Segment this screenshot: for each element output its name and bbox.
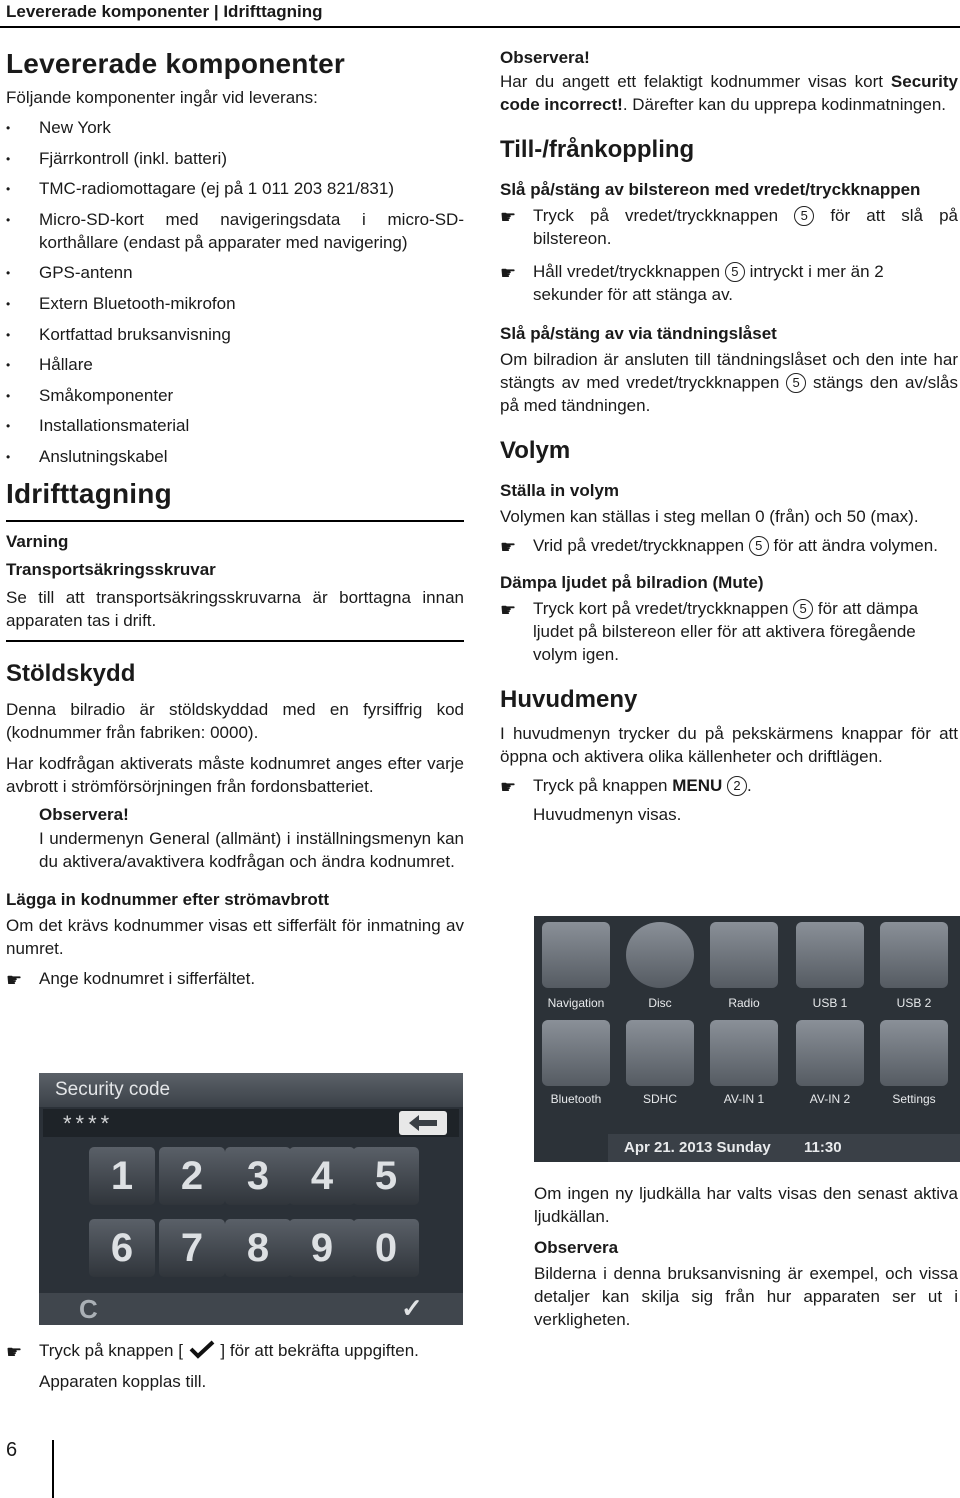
list-item: • GPS-antenn	[6, 261, 464, 284]
list-item: • Kortfattad bruksanvisning	[6, 323, 464, 346]
list-item: • Hållare	[6, 353, 464, 376]
date-text: Apr 21. 2013 Sunday	[624, 1139, 771, 1156]
code-step	[6, 967, 464, 990]
menu-label: Settings	[892, 1092, 936, 1106]
menu-step: ☛ Tryck på knappen MENU 2 .	[500, 776, 752, 797]
key-2[interactable]: 2	[159, 1147, 225, 1205]
menu-label: Disc	[648, 996, 672, 1010]
backspace-button[interactable]	[399, 1111, 447, 1135]
theft-heading: Stöldskydd	[6, 659, 136, 687]
right-note-title: Observera!	[500, 48, 590, 67]
checkmark-icon	[188, 1339, 216, 1359]
av-in-2-tile-icon[interactable]	[796, 1020, 864, 1086]
usb-2-tile-icon[interactable]	[880, 922, 948, 988]
pointing-hand-icon: ☛	[500, 600, 517, 620]
button-number-badge: 5	[786, 373, 806, 393]
confirm-result: Apparaten kopplas till.	[39, 1372, 207, 1391]
right-note-text: Har du angett ett felaktigt kodnummer visas kort Security code incorrect!. Därefter kan du upprepa kodinmatningen.	[500, 72, 958, 114]
main-menu-heading: Huvudmeny	[500, 686, 638, 713]
button-number-badge: 5	[794, 206, 814, 226]
list-item: • TMC-radiomottagare (ej på 1 011 203 821/831)	[6, 177, 464, 200]
pointing-hand-icon: ☛	[500, 777, 517, 797]
footer-divider	[52, 1440, 54, 1498]
page-number: 6	[6, 1439, 18, 1461]
menu-label: USB 2	[896, 996, 932, 1010]
menu-label: AV-IN 1	[723, 1092, 765, 1106]
page-header	[0, 0, 960, 28]
components-intro: Följande komponenter ingår vid leverans:	[6, 88, 318, 107]
list-item: • Extern Bluetooth-mikrofon	[6, 292, 464, 315]
key-1[interactable]: 1	[89, 1147, 155, 1205]
warning-subtitle: Transportsäkringsskruvar	[6, 559, 216, 579]
pointing-hand-icon: ☛	[500, 537, 517, 557]
list-item: • New York	[6, 116, 464, 139]
confirm-post: ] för att bekräfta uppgiften.	[220, 1341, 419, 1360]
menu-result: Huvudmenyn visas.	[533, 805, 682, 824]
time-text: 11:30	[804, 1139, 842, 1156]
right-column	[500, 48, 958, 826]
key-5[interactable]: 5	[353, 1147, 419, 1205]
pointing-hand-icon: ☛	[500, 263, 517, 283]
volume-paragraph: Volymen kan ställas i steg mellan 0 (från) och 50 (max).	[500, 507, 919, 526]
header-title: Levererade komponenter | Idrifttagning	[6, 2, 323, 21]
code-field[interactable]	[43, 1109, 459, 1137]
key-4[interactable]: 4	[289, 1147, 355, 1205]
obs-title: Observera	[534, 1238, 619, 1257]
screen-bottom-bar	[39, 1293, 463, 1325]
error-message: Security code incorrect!	[500, 72, 958, 114]
note-text: I undermenyn General (allmänt) i inställningsmenyn kan du aktivera/avaktivera kodfrågan och ändra kodnumret.	[39, 828, 464, 871]
left-column	[6, 48, 464, 990]
back-arrow-icon	[399, 1111, 447, 1135]
menu-paragraph: I huvudmenyn trycker du på pekskärmens knappar för att öppna och aktivera olika källenheter och driftlägen.	[500, 724, 958, 766]
pointing-hand-icon: ☛	[6, 969, 23, 990]
button-number-badge: 5	[749, 536, 769, 556]
theft-paragraph-1: Denna bilradio är stöldskyddad med en fyrsiffrig kod (kodnummer från fabriken: 0000).	[6, 699, 464, 742]
theft-paragraph-2: Har kodfrågan aktiverats måste kodnumret anges efter varje avbrott i strömförsörjningen från fordonsbatteriet.	[6, 753, 464, 796]
list-item: • Installationsmaterial	[6, 414, 464, 437]
menu-label: Navigation	[547, 996, 605, 1010]
obs-text: Bilderna i denna bruksanvisning är exempel, och vissa detaljer kan skilja sig från hur apparaten ser ut i verkligheten.	[534, 1264, 958, 1329]
key-7[interactable]: 7	[159, 1219, 225, 1277]
code-value: ****	[63, 1111, 114, 1136]
list-item: • Anslutningskabel	[6, 445, 464, 468]
key-0[interactable]: 0	[353, 1219, 419, 1277]
settings-tile-icon[interactable]	[880, 1020, 948, 1086]
volume-heading: Volym	[500, 437, 571, 464]
menu-label: SDHC	[642, 1092, 677, 1106]
onoff-sub1: Slå på/stäng av bilstereon med vredet/tryckknappen	[500, 180, 921, 199]
radio-tile-icon[interactable]	[710, 922, 778, 988]
after-menu-block	[534, 1182, 958, 1331]
components-heading: Levererade komponenter	[6, 48, 345, 79]
volume-sub2: Dämpa ljudet på bilradion (Mute)	[500, 573, 764, 592]
divider	[6, 520, 464, 522]
av-in-1-tile-icon[interactable]	[710, 1020, 778, 1086]
key-9[interactable]: 9	[289, 1219, 355, 1277]
warning-title: Varning	[6, 531, 69, 551]
screen-title: Security code	[55, 1079, 171, 1100]
security-code-screenshot	[39, 1073, 463, 1325]
usb-1-tile-icon[interactable]	[796, 922, 864, 988]
onoff-step-1: ☛ Tryck på vredet/tryckknappen 5 för att slå på bilstereon.	[500, 206, 958, 248]
main-menu-screenshot	[534, 916, 960, 1162]
menu-key: MENU	[672, 776, 723, 795]
warning-text: Se till att transportsäkringsskruvarna är borttagna innan apparaten tas i drift.	[6, 587, 464, 630]
divider	[6, 640, 464, 642]
confirm-pre: Tryck på knappen [	[39, 1341, 183, 1360]
bluetooth-tile-icon[interactable]	[542, 1020, 610, 1086]
note-title: Observera!	[39, 804, 129, 824]
components-list	[6, 116, 464, 468]
after-paragraph: Om ingen ny ljudkälla har valts visas den senast aktiva ljudkällan.	[534, 1184, 958, 1226]
start-heading: Idrifttagning	[6, 477, 172, 509]
volume-step-1: ☛ Vrid på vredet/tryckknappen 5 för att ändra volymen.	[500, 536, 938, 557]
note-box	[6, 805, 464, 873]
onoff-sub2: Slå på/stäng av via tändningslåset	[500, 324, 777, 343]
key-3[interactable]: 3	[225, 1147, 291, 1205]
button-number-badge: 5	[725, 262, 745, 282]
key-8[interactable]: 8	[225, 1219, 291, 1277]
key-6[interactable]: 6	[89, 1219, 155, 1277]
ok-button[interactable]: ✓	[401, 1293, 423, 1323]
menu-label: USB 1	[812, 996, 848, 1010]
menu-label: Radio	[728, 996, 760, 1010]
pointing-hand-icon: ☛	[6, 1342, 23, 1362]
onoff-step-2: ☛ Håll vredet/tryckknappen 5 intryckt i mer än 2 sekunder för att stänga av.	[500, 262, 884, 304]
screen-titlebar	[39, 1073, 463, 1107]
list-item: • Småkomponenter	[6, 384, 464, 407]
onoff-paragraph: Om bilradion är ansluten till tändningslåset och den inte har stängts av med vredet/tryckknappen 5 stängs den av/slås på med tändningen.	[500, 350, 958, 415]
volume-step-2: ☛ Tryck kort på vredet/tryckknappen 5 för att dämpa ljudet på bilstereon eller för att aktivera föregående volym igen.	[500, 599, 919, 664]
pointing-hand-icon: ☛	[500, 207, 517, 227]
button-number-badge: 5	[793, 599, 813, 619]
code-heading: Lägga in kodnummer efter strömavbrott	[6, 889, 330, 909]
button-number-badge: 2	[727, 776, 747, 796]
onoff-heading: Till-/frånkoppling	[500, 136, 695, 163]
menu-label: AV-IN 2	[809, 1092, 851, 1106]
menu-label: Bluetooth	[550, 1092, 602, 1106]
sdhc-tile-icon[interactable]	[626, 1020, 694, 1086]
list-item: • Micro-SD-kort med navigeringsdata i micro-SD-korthållare (endast på apparater med navigering)	[6, 208, 464, 254]
step-text: Ange kodnumret i sifferfältet.	[39, 968, 256, 988]
confirm-step	[6, 1339, 497, 1362]
navigation-tile-icon[interactable]	[542, 922, 610, 988]
disc-tile-icon[interactable]	[626, 922, 694, 988]
volume-sub1: Ställa in volym	[500, 481, 620, 500]
clear-button[interactable]: C	[79, 1294, 98, 1324]
list-item: • Fjärrkontroll (inkl. batteri)	[6, 147, 464, 170]
status-bar	[608, 1134, 960, 1162]
code-text: Om det krävs kodnummer visas ett sifferfält för inmatning av numret.	[6, 915, 464, 958]
